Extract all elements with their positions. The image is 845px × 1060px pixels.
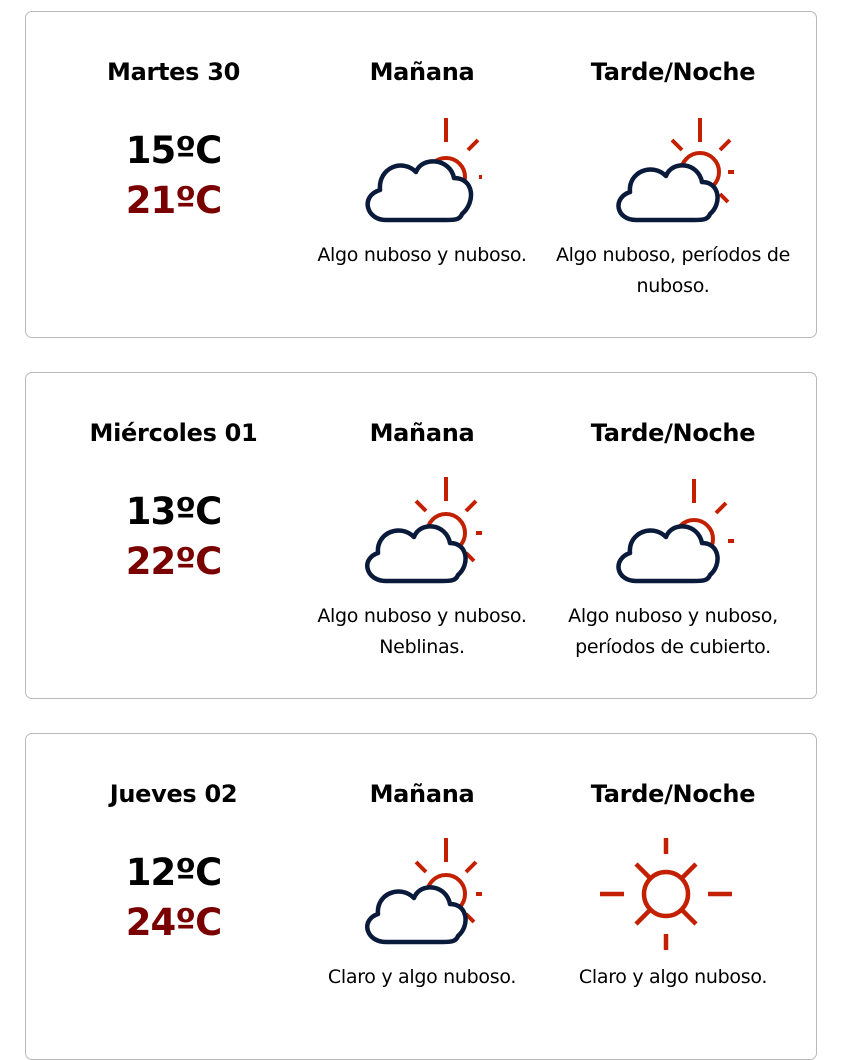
evening-label: Tarde/Noche [590,780,756,808]
temp-min: 12ºC [125,851,222,894]
morning-description: Claro y algo nuboso. [327,966,517,988]
sun-icon [594,838,734,950]
temp-max: 24ºC [125,901,222,944]
evening-label: Tarde/Noche [590,58,756,86]
temp-max: 21ºC [125,179,222,222]
forecast-card-day-2 [25,372,817,699]
evening-description: Claro y algo nuboso. [578,966,768,988]
evening-description: Algo nuboso, períodos de nuboso. [555,244,790,297]
morning-label: Mañana [369,780,475,808]
day-title: Miércoles 01 [89,419,258,447]
partly-cloudy-icon [342,838,482,950]
partly-cloudy-icon [342,477,482,589]
morning-label: Mañana [369,58,475,86]
temp-max: 22ºC [125,540,222,583]
partly-cloudy-icon [342,116,482,228]
day-title: Jueves 02 [109,780,238,808]
temp-min: 13ºC [125,490,222,533]
forecast-card-day-3 [25,733,817,1060]
morning-label: Mañana [369,419,475,447]
day-title: Martes 30 [106,58,240,86]
forecast-card-day-1 [25,11,817,338]
morning-description: Algo nuboso y nuboso. [317,244,527,266]
partly-cloudy-icon [594,477,734,589]
morning-description: Algo nuboso y nuboso. Neblinas. [317,605,527,658]
temp-min: 15ºC [125,129,222,172]
evening-description: Algo nuboso y nuboso, períodos de cubierto. [568,605,778,658]
evening-label: Tarde/Noche [590,419,756,447]
partly-cloudy-icon [594,116,734,228]
